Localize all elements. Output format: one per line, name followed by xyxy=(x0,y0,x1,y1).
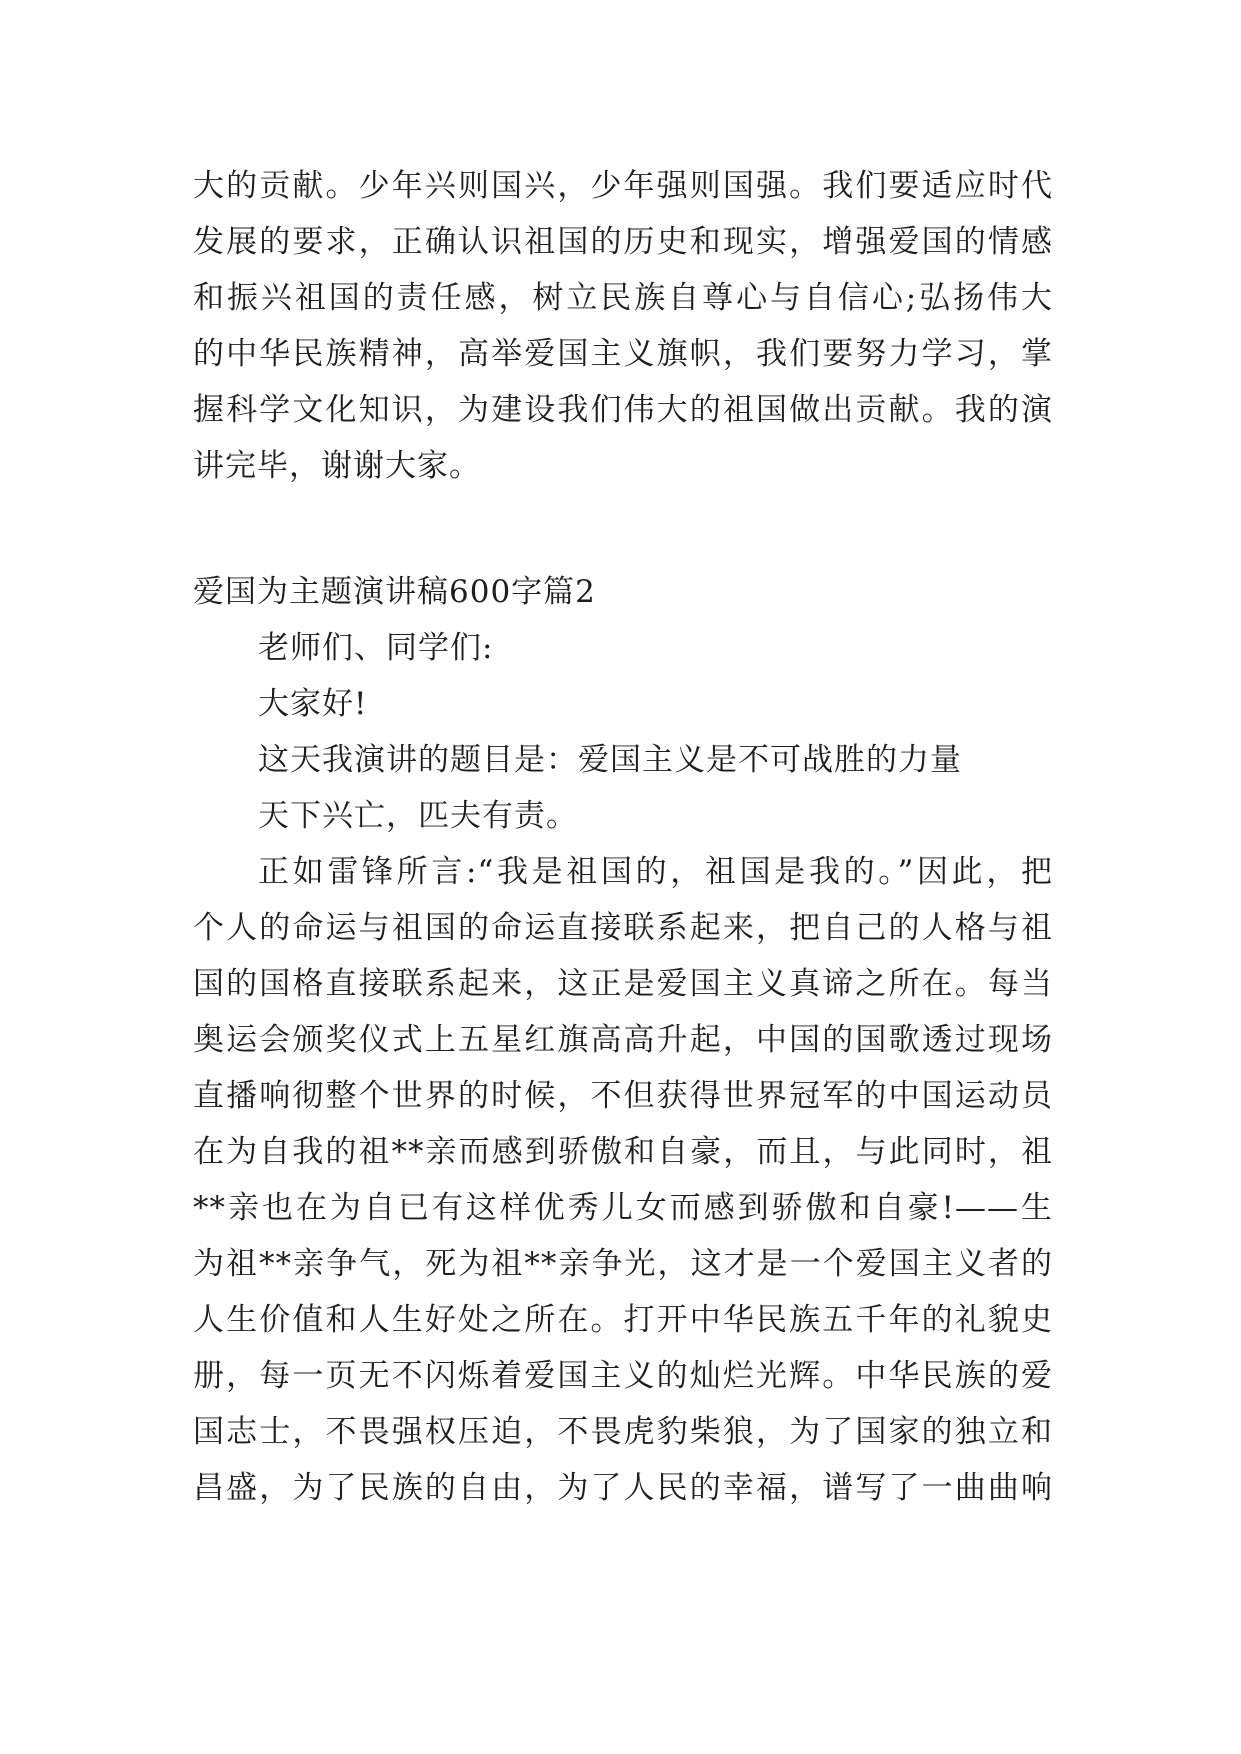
text-line: 发展的要求，正确认识祖国的历史和现实，增强爱国的情感 xyxy=(193,224,1053,260)
greeting: 大家好! xyxy=(258,686,368,722)
text-line: 国的国格直接联系起来，这正是爱国主义真谛之所在。每当 xyxy=(193,966,1053,1002)
salutation: 老师们、同学们: xyxy=(258,630,494,666)
section-heading: 爱国为主题演讲稿600字篇2 xyxy=(193,574,596,610)
text-line: 天下兴亡，匹夫有责。 xyxy=(258,798,578,834)
text-line: 握科学文化知识，为建设我们伟大的祖国做出贡献。我的演 xyxy=(193,392,1053,428)
text-line: 和振兴祖国的责任感，树立民族自尊心与自信心;弘扬伟大 xyxy=(193,280,1053,316)
text-line: 大的贡献。少年兴则国兴，少年强则国强。我们要适应时代 xyxy=(193,168,1053,204)
speech-topic: 这天我演讲的题目是：爱国主义是不可战胜的力量 xyxy=(258,742,962,778)
text-line: 人生价值和人生好处之所在。打开中华民族五千年的礼貌史 xyxy=(193,1302,1053,1338)
text-line: 为祖**亲争气，死为祖**亲争光，这才是一个爱国主义者的 xyxy=(193,1246,1053,1282)
text-line: 的中华民族精神，高举爱国主义旗帜，我们要努力学习，掌 xyxy=(193,336,1053,372)
text-line: 国志士，不畏强权压迫，不畏虎豹柴狼，为了国家的独立和 xyxy=(193,1414,1053,1450)
text-line: 个人的命运与祖国的命运直接联系起来，把自己的人格与祖 xyxy=(193,910,1053,946)
text-line: 在为自我的祖**亲而感到骄傲和自豪，而且，与此同时，祖 xyxy=(193,1134,1053,1170)
text-line: 昌盛，为了民族的自由，为了人民的幸福，谱写了一曲曲响 xyxy=(193,1470,1053,1506)
text-line: **亲也在为自已有这样优秀儿女而感到骄傲和自豪!——生 xyxy=(193,1190,1053,1226)
text-line: 奥运会颁奖仪式上五星红旗高高升起，中国的国歌透过现场 xyxy=(193,1022,1053,1058)
text-line: 直播响彻整个世界的时候，不但获得世界冠军的中国运动员 xyxy=(193,1078,1053,1114)
text-line: 册，每一页无不闪烁着爱国主义的灿烂光辉。中华民族的爱 xyxy=(193,1358,1053,1394)
text-line: 正如雷锋所言:“我是祖国的，祖国是我的。”因此，把 xyxy=(258,854,1053,890)
text-line: 讲完毕，谢谢大家。 xyxy=(193,448,481,484)
